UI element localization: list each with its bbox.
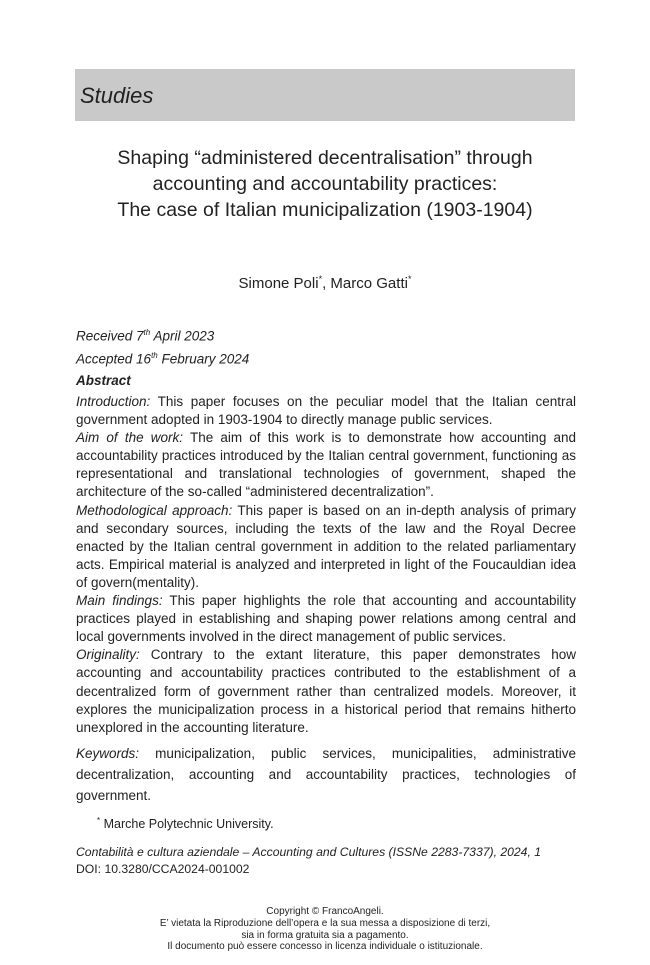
abstract-section <box>76 393 576 429</box>
copyright-line: sia in forma gratuita sia a pagamento. <box>241 929 409 941</box>
keywords-text: municipalization, public services, municipalities, administrative decentralization, accounting and accountability practices, technologies of government. <box>76 746 576 803</box>
abstract-section-label: Aim of the work: <box>76 430 184 446</box>
abstract-section-text: This paper focuses on the peculiar model that the Italian central government adopted in 1903-1904 to directly manage public services. <box>76 394 576 428</box>
section-banner <box>75 69 575 121</box>
abstract-section-label: Originality: <box>76 647 140 663</box>
copyright-line: E’ vietata la Riproduzione dell’opera e la sua messa a disposizione di terzi, <box>159 917 491 929</box>
accepted-date: Accepted 16th February 2024 <box>76 350 250 366</box>
abstract-section-text: The aim of this work is to demonstrate how accounting and accountability practices introduced by the Italian central government, functioning as representational and translational technologies of government, shaped the architecture of the so-called “administered decentralization”. <box>76 430 577 500</box>
author-name: Marco Gatti <box>330 275 408 292</box>
abstract-section <box>76 502 576 592</box>
copyright-line: Il documento può essere concesso in licenza individuale o istituzionale. <box>167 941 483 953</box>
keywords <box>76 743 576 806</box>
submission-dates <box>76 323 249 368</box>
abstract-section <box>76 429 576 501</box>
abstract-body <box>76 393 576 737</box>
title-line: The case of Italian municipalization (1903-1904) <box>117 199 533 221</box>
abstract-section-text: This paper is based on an in-depth analysis of primary and secondary sources, including the texts of the law and the Royal Decree enacted by the Italian central government in addition to the related parliamentary acts. Empirical material is analyzed and interpreted in light of the Foucauldian idea of govern(mentality). <box>76 502 576 590</box>
footnote-mark: * <box>97 816 101 825</box>
received-date: Received 7th April 2023 <box>76 328 215 344</box>
authors <box>75 274 575 292</box>
abstract-section-label: Methodological approach: <box>76 502 233 518</box>
keywords-label: Keywords: <box>76 746 140 761</box>
paper-title <box>75 145 575 223</box>
abstract-heading: Abstract <box>76 373 131 388</box>
author-separator: , <box>322 275 331 292</box>
affiliation-mark: * <box>407 274 412 284</box>
copyright-notice <box>75 906 575 953</box>
journal-info <box>76 844 541 878</box>
abstract-section <box>76 646 576 736</box>
abstract-section <box>76 592 576 646</box>
abstract-section-label: Main findings: <box>76 593 163 609</box>
abstract-section-label: Introduction: <box>76 394 151 409</box>
title-line: accounting and accountability practices: <box>152 173 498 195</box>
journal-citation: Contabilità e cultura aziendale – Accounting and Cultures (ISSNe 2283-7337), 2024, 1 <box>76 845 541 859</box>
doi: DOI: 10.3280/CCA2024-001002 <box>76 862 250 876</box>
affiliation-footnote <box>97 816 274 831</box>
affiliation-mark: * <box>318 274 323 284</box>
footnote-text: Marche Polytechnic University. <box>100 817 274 832</box>
title-line: Shaping “administered decentralisation” through <box>117 147 533 169</box>
section-label: Studies <box>80 83 154 108</box>
copyright-line: Copyright © FrancoAngeli. <box>266 906 384 917</box>
abstract-section-text: This paper highlights the role that accounting and accountability practices played in establishing and shaping power relations among central and local governments involved in the direct management of public services. <box>76 593 577 645</box>
author-name: Simone Poli <box>238 275 319 292</box>
abstract-section-text: Contrary to the extant literature, this paper demonstrates how accounting and accountability practices contributed to the establishment of a decentralized form of government rather than centralized models. Moreover, it explores the municipalization process in a historical period that remains hitherto unexplored in the accounting literature. <box>76 647 576 735</box>
